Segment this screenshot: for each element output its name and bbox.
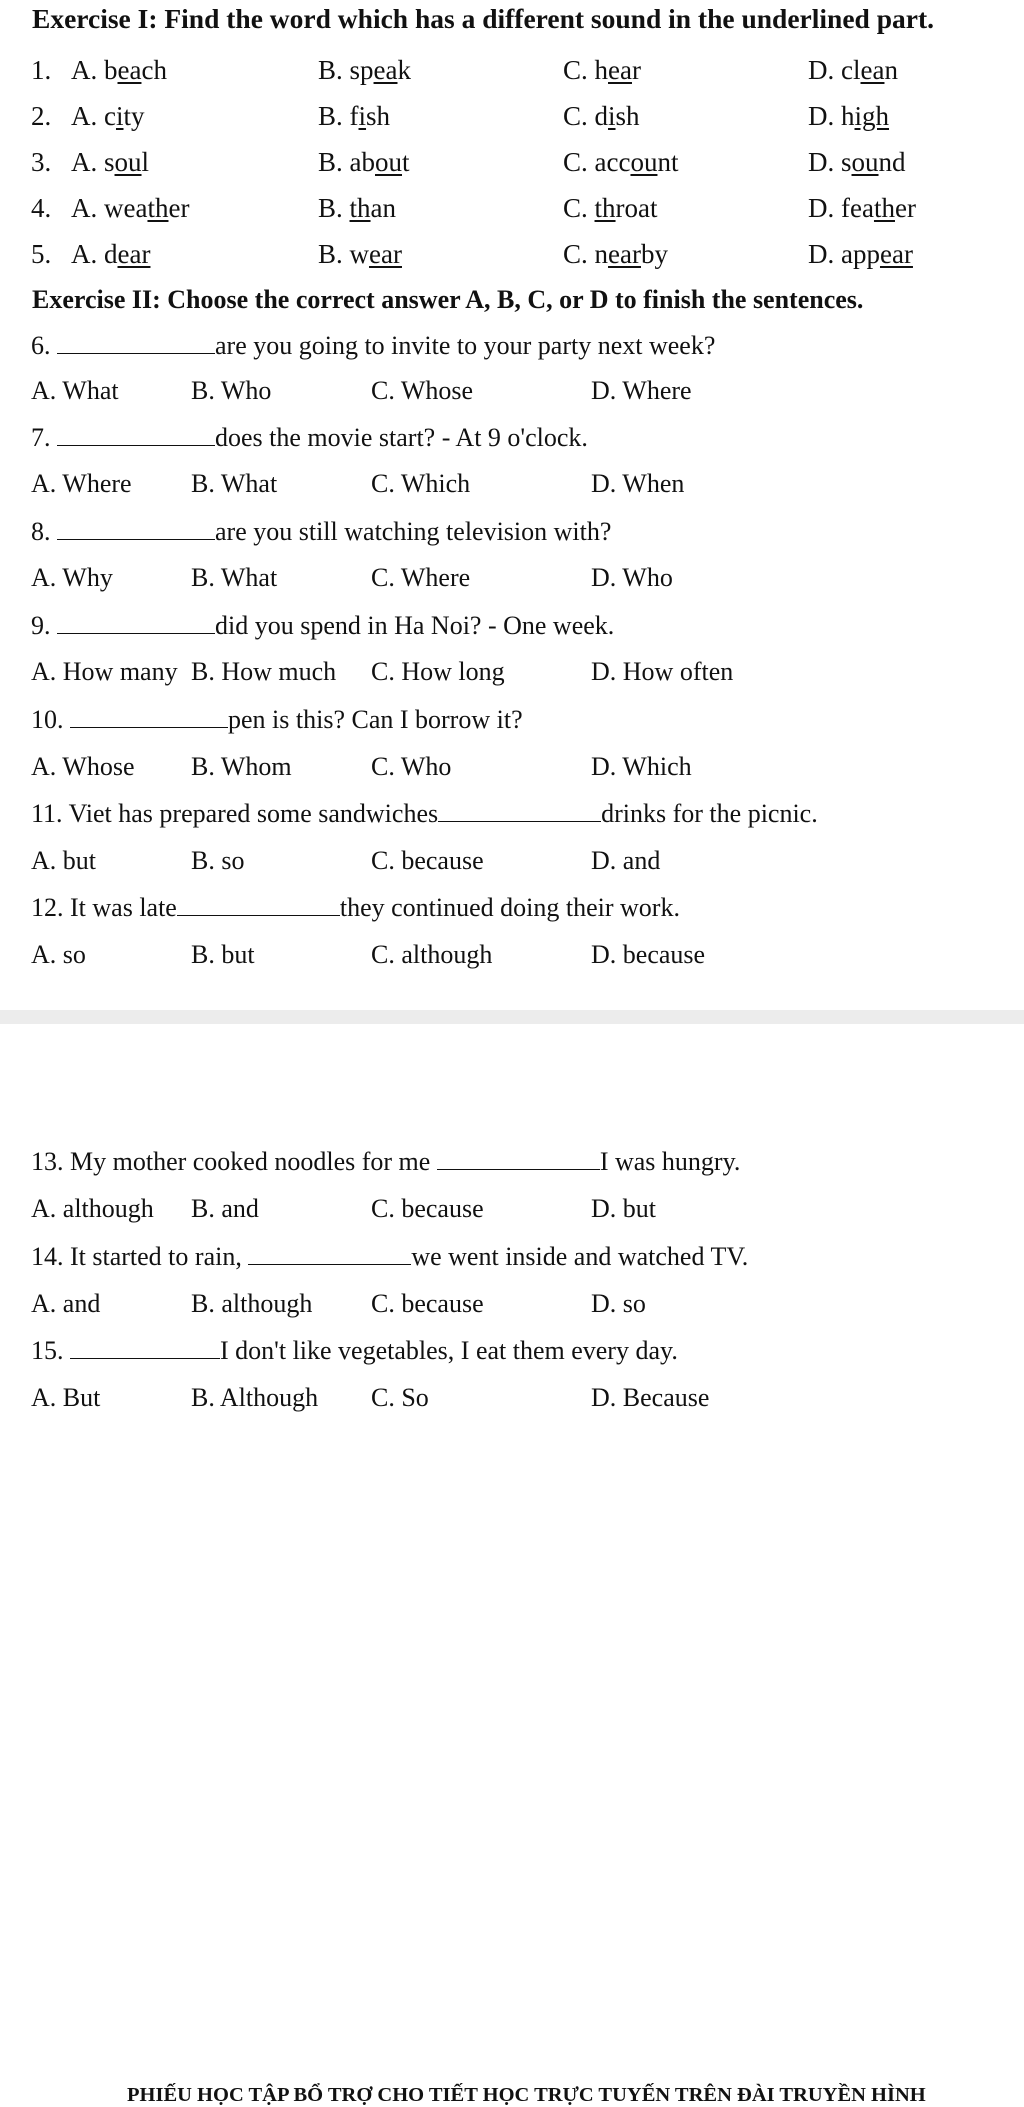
answer-option: D. How often [591, 657, 734, 686]
question-text-before: 13. My mother cooked noodles for me [31, 1147, 437, 1176]
underlined-part: ou [630, 147, 658, 177]
option-post: er [894, 193, 916, 223]
answer-option: C. How long [371, 657, 505, 686]
exercise-1-title: Exercise I: Find the word which has a different sound in the underlined part. [32, 3, 934, 34]
question-sentence [31, 799, 818, 829]
question-number: 2. [31, 101, 52, 131]
option-post: l [141, 147, 150, 177]
option-letter: B. [318, 193, 343, 223]
answer-blank [57, 613, 215, 634]
question-sentence [31, 517, 611, 547]
underlined-part: ea [117, 55, 142, 85]
answer-option: A. How many [31, 657, 178, 686]
option-pre: b [104, 55, 118, 85]
underlined-part: th [594, 193, 616, 223]
option-letter: D. [808, 239, 835, 269]
option-pre: d [104, 239, 118, 269]
question-text-before: 7. [31, 423, 57, 452]
answer-option [563, 55, 641, 86]
answer-option: B. and [191, 1194, 259, 1223]
underlined-part: ou [375, 147, 402, 177]
option-letter: C. [563, 101, 588, 131]
question-sentence [31, 1336, 678, 1366]
underlined-part: th [349, 193, 371, 223]
answer-option: B. Whom [191, 752, 292, 781]
option-letter: A. [71, 55, 98, 85]
question-text-after: I don't like vegetables, I eat them every day. [220, 1336, 678, 1365]
answer-option: A. But [31, 1383, 101, 1412]
answer-options-row [0, 376, 1024, 412]
answer-blank [248, 1244, 411, 1265]
answer-options-row [0, 940, 1024, 976]
option-letter: A. [71, 193, 98, 223]
answer-options-row [0, 752, 1024, 788]
option-letter: D. [808, 147, 835, 177]
question-sentence [31, 705, 523, 735]
answer-option [563, 101, 640, 132]
option-pre: c [104, 101, 116, 131]
answer-blank [70, 707, 228, 728]
answer-options-row [0, 469, 1024, 505]
option-pre: d [594, 101, 609, 131]
underlined-part: i [358, 101, 367, 131]
answer-option: B. How much [191, 657, 337, 686]
answer-blank [57, 425, 215, 446]
answer-option: A. but [31, 846, 96, 875]
option-letter: C. [563, 55, 588, 85]
question-sentence [31, 611, 614, 641]
answer-option: B. although [191, 1289, 313, 1318]
answer-option: C. So [371, 1383, 429, 1412]
worksheet-page-2 [0, 1024, 1024, 2106]
question-sentence [31, 1242, 748, 1272]
answer-option: A. What [31, 376, 119, 405]
exercise-1-row [0, 239, 1024, 275]
option-pre: h [594, 55, 609, 85]
underlined-part: ea [373, 55, 398, 85]
question-text-after: are you still watching television with? [215, 517, 612, 546]
answer-options-row [0, 1194, 1024, 1230]
answer-option [808, 239, 913, 270]
option-post: sh [366, 101, 391, 131]
option-post: nt [657, 147, 679, 177]
underlined-part: i [115, 101, 124, 131]
option-letter: C. [563, 147, 588, 177]
answer-option [808, 101, 889, 132]
answer-blank [437, 1149, 600, 1170]
answer-option: C. Where [371, 563, 471, 592]
option-post: k [397, 55, 411, 85]
option-post: er [168, 193, 190, 223]
option-letter: C. [563, 239, 588, 269]
question-text-before: 11. Viet has prepared some sandwiches [31, 799, 439, 828]
answer-option [71, 147, 149, 178]
option-post: t [402, 147, 410, 177]
option-pre: f [349, 101, 359, 131]
answer-option [563, 193, 658, 224]
answer-blank [57, 333, 215, 354]
underlined-part: ea [608, 55, 632, 85]
option-letter: D. [808, 193, 835, 223]
option-letter: C. [563, 193, 588, 223]
question-text-before: 8. [31, 517, 57, 546]
question-text-after: we went inside and watched TV. [411, 1242, 749, 1271]
option-letter: B. [318, 55, 343, 85]
answer-option [318, 239, 402, 270]
option-post: sh [615, 101, 640, 131]
answer-option [71, 193, 189, 224]
answer-option [318, 101, 390, 132]
question-sentence [31, 1147, 740, 1177]
question-text-after: did you spend in Ha Noi? - One week. [215, 611, 615, 640]
option-post: an [370, 193, 397, 223]
question-text-before: 15. [31, 1336, 70, 1365]
answer-options-row [0, 846, 1024, 882]
answer-option: A. so [31, 940, 86, 969]
exercise-2-title: Exercise II: Choose the correct answer A, B, C, or D to finish the sentences. [32, 285, 864, 314]
answer-option: D. Who [591, 563, 673, 592]
option-post: ty [123, 101, 145, 131]
question-sentence [31, 893, 680, 923]
answer-option: C. because [371, 1194, 484, 1223]
underlined-part: ou [114, 147, 142, 177]
answer-option: C. although [371, 940, 493, 969]
question-number: 4. [31, 193, 52, 223]
option-pre: h [841, 101, 855, 131]
option-post: r [631, 55, 641, 85]
question-text-after: does the movie start? - At 9 o'clock. [215, 423, 588, 452]
answer-option: A. and [31, 1289, 101, 1318]
answer-option: D. Which [591, 752, 692, 781]
option-letter: D. [808, 55, 835, 85]
exercise-1-row [0, 193, 1024, 229]
exercise-1-row [0, 147, 1024, 183]
answer-option: A. Why [31, 563, 113, 592]
question-number: 1. [31, 55, 52, 85]
answer-option [563, 239, 668, 270]
question-sentence [31, 423, 588, 453]
answer-option [808, 193, 916, 224]
option-pre: wea [104, 193, 148, 223]
option-pre: s [104, 147, 115, 177]
option-letter: A. [71, 101, 98, 131]
question-text-after: they continued doing their work. [339, 893, 680, 922]
option-pre: fea [841, 193, 874, 223]
answer-option: C. because [371, 846, 484, 875]
option-letter: D. [808, 101, 835, 131]
answer-blank [177, 895, 340, 916]
answer-option: A. although [31, 1194, 154, 1223]
answer-options-row [0, 1289, 1024, 1325]
option-post: roat [615, 193, 658, 223]
answer-option [318, 147, 410, 178]
question-text-before: 6. [31, 331, 57, 360]
answer-blank [438, 801, 601, 822]
answer-option [808, 147, 906, 178]
underlined-part: i [608, 101, 616, 131]
answer-option [318, 193, 396, 224]
question-text-after: are you going to invite to your party next week? [215, 331, 716, 360]
underlined-part: igh [854, 101, 890, 131]
answer-option: D. so [591, 1289, 646, 1318]
underlined-part: ea [860, 55, 885, 85]
option-letter: B. [318, 147, 343, 177]
option-letter: B. [318, 101, 343, 131]
exercise-1-row [0, 101, 1024, 137]
question-text-after: I was hungry. [599, 1147, 741, 1176]
option-post: by [640, 239, 668, 269]
answer-option: B. but [191, 940, 255, 969]
answer-options-row [0, 563, 1024, 599]
answer-option: C. Who [371, 752, 452, 781]
answer-option: D. Because [591, 1383, 710, 1412]
option-pre: app [841, 239, 880, 269]
option-pre: acc [594, 147, 631, 177]
worksheet-banner: PHIẾU HỌC TẬP BỔ TRỢ CHO TIẾT HỌC TRỰC TUYẾN TRÊN ĐÀI TRUYỀN HÌNH [127, 2084, 926, 2106]
answer-option: B. so [191, 846, 245, 875]
question-text-before: 10. [31, 705, 70, 734]
option-letter: A. [71, 147, 98, 177]
answer-option: D. because [591, 940, 706, 969]
option-pre: n [594, 239, 609, 269]
answer-option [71, 239, 150, 270]
answer-option: B. Although [191, 1383, 319, 1412]
question-text-before: 9. [31, 611, 57, 640]
option-pre: sp [349, 55, 374, 85]
underlined-part: th [147, 193, 169, 223]
option-post: nd [878, 147, 906, 177]
answer-option [563, 147, 678, 178]
question-text-after: pen is this? Can I borrow it? [228, 705, 523, 734]
option-letter: B. [318, 239, 343, 269]
underlined-part: ear [117, 239, 151, 269]
answer-option: B. What [191, 563, 278, 592]
underlined-part: ear [608, 239, 641, 269]
underlined-part: ou [851, 147, 879, 177]
answer-option: A. Whose [31, 752, 135, 781]
option-pre: cl [841, 55, 861, 85]
answer-option: D. but [591, 1194, 656, 1223]
option-pre: w [349, 239, 370, 269]
answer-option: D. When [591, 469, 685, 498]
answer-option: B. What [191, 469, 278, 498]
answer-options-row [0, 657, 1024, 693]
question-number: 5. [31, 239, 52, 269]
option-pre: s [841, 147, 852, 177]
question-text-before: 12. It was late [31, 893, 177, 922]
answer-option: D. and [591, 846, 661, 875]
answer-option [71, 101, 145, 132]
page-divider [0, 1010, 1024, 1024]
underlined-part: ear [369, 239, 402, 269]
answer-option [71, 55, 167, 86]
answer-options-row [0, 1383, 1024, 1419]
option-post: ch [141, 55, 167, 85]
question-sentence [31, 331, 715, 361]
answer-option: C. Which [371, 469, 471, 498]
answer-option: C. Whose [371, 376, 474, 405]
exercise-1-row [0, 55, 1024, 91]
question-text-after: drinks for the picnic. [601, 799, 818, 828]
underlined-part: ear [879, 239, 913, 269]
question-text-before: 14. It started to rain, [31, 1242, 249, 1271]
option-post: n [884, 55, 898, 85]
underlined-part: th [873, 193, 895, 223]
answer-blank [57, 519, 215, 540]
question-number: 3. [31, 147, 52, 177]
answer-option: A. Where [31, 469, 132, 498]
answer-option: C. because [371, 1289, 484, 1318]
answer-blank [70, 1338, 220, 1359]
answer-option [318, 55, 411, 86]
worksheet-page-1 [0, 0, 1024, 1010]
option-pre: ab [349, 147, 375, 177]
answer-option: B. Who [191, 376, 272, 405]
answer-option: D. Where [591, 376, 692, 405]
option-letter: A. [71, 239, 98, 269]
answer-option [808, 55, 898, 86]
